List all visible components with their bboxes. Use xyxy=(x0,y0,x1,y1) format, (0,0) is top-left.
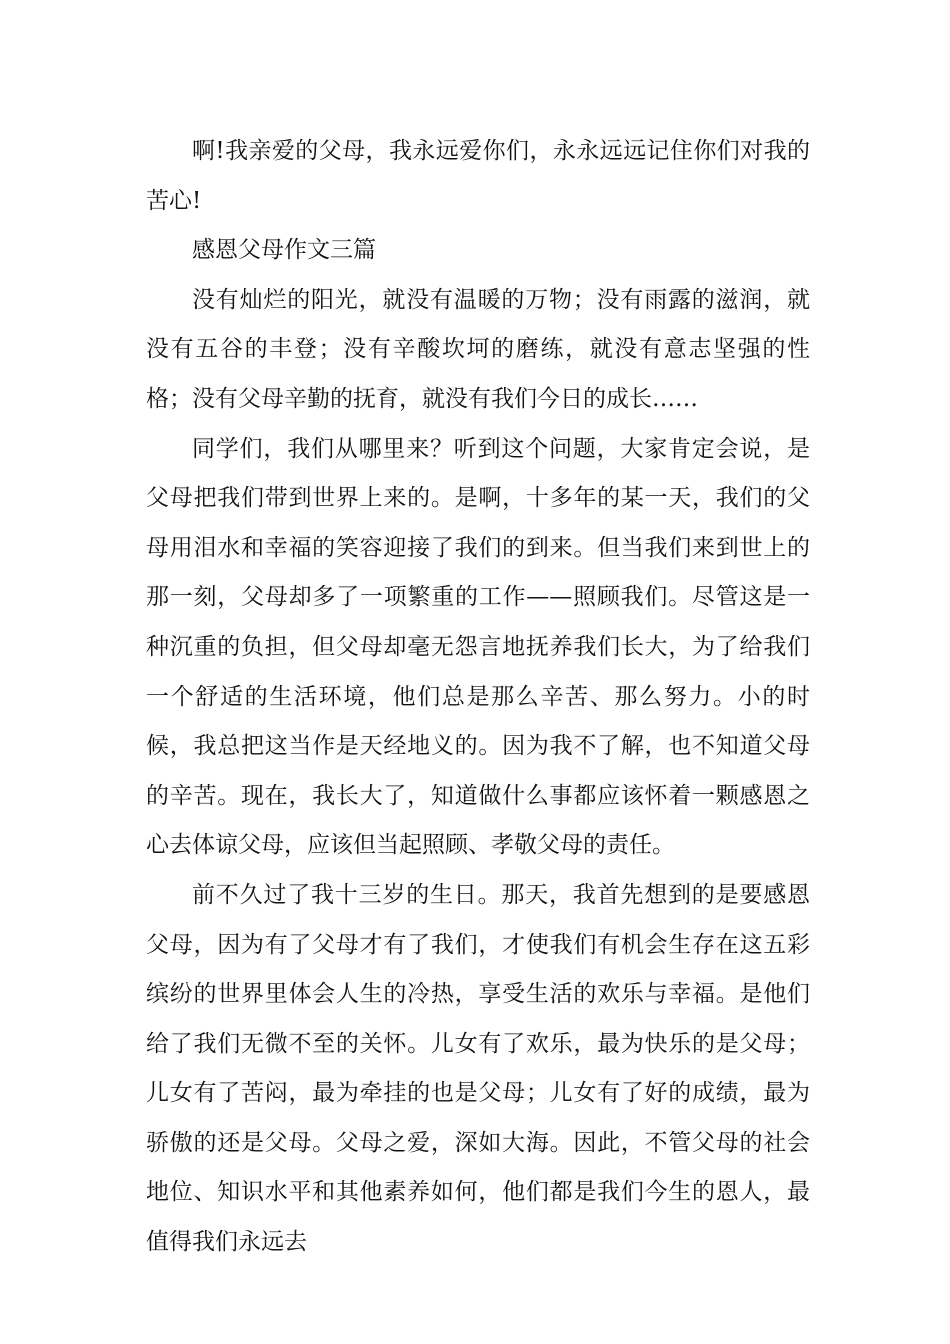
paragraph-body-1: 同学们，我们从哪里来？听到这个问题，大家肯定会说，是父母把我们带到世界上来的。是啊，十多年的某一天，我们的父母用泪水和幸福的笑容迎接了我们的到来。但当我们来到世上的那一刻，父母却多了一项繁重的工作——照顾我们。尽管这是一种沉重的负担，但父母却毫无怨言地抚养我们长大，为了给我们一个舒适的生活环境，他们总是那么辛苦、那么努力。小的时候，我总把这当作是天经地义的。因为我不了解，也不知道父母的辛苦。现在，我长大了，知道做什么事都应该怀着一颗感恩之心去体谅父母，应该但当起照顾、孝敬父母的责任。 xyxy=(146,435,810,859)
paragraph-body-2: 前不久过了我十三岁的生日。那天，我首先想到的是要感恩父母，因为有了父母才有了我们，才使我们有机会生存在这五彩缤纷的世界里体会人生的冷热，享受生活的欢乐与幸福。是他们给了我们无微不至的关怀。儿女有了欢乐，最为快乐的是父母；儿女有了苦闷，最为牵挂的也是父母；儿女有了好的成绩，最为骄傲的还是父母。父母之爱，深如大海。因此，不管父母的社会地位、知识水平和其他素养如何，他们都是我们今生的恩人，最值得我们永远去 xyxy=(146,881,810,1256)
paragraph-closing-line: 啊!我亲爱的父母，我永远爱你们，永永远远记住你们对我的苦心! xyxy=(146,138,810,214)
document-body xyxy=(146,127,810,1268)
paragraph-intro: 没有灿烂的阳光，就没有温暖的万物；没有雨露的滋润，就没有五谷的丰登；没有辛酸坎坷的磨练，就没有意志坚强的性格；没有父母辛勤的抚育，就没有我们今日的成长…… xyxy=(146,286,810,412)
essay-title: 感恩父母作文三篇 xyxy=(192,237,376,264)
